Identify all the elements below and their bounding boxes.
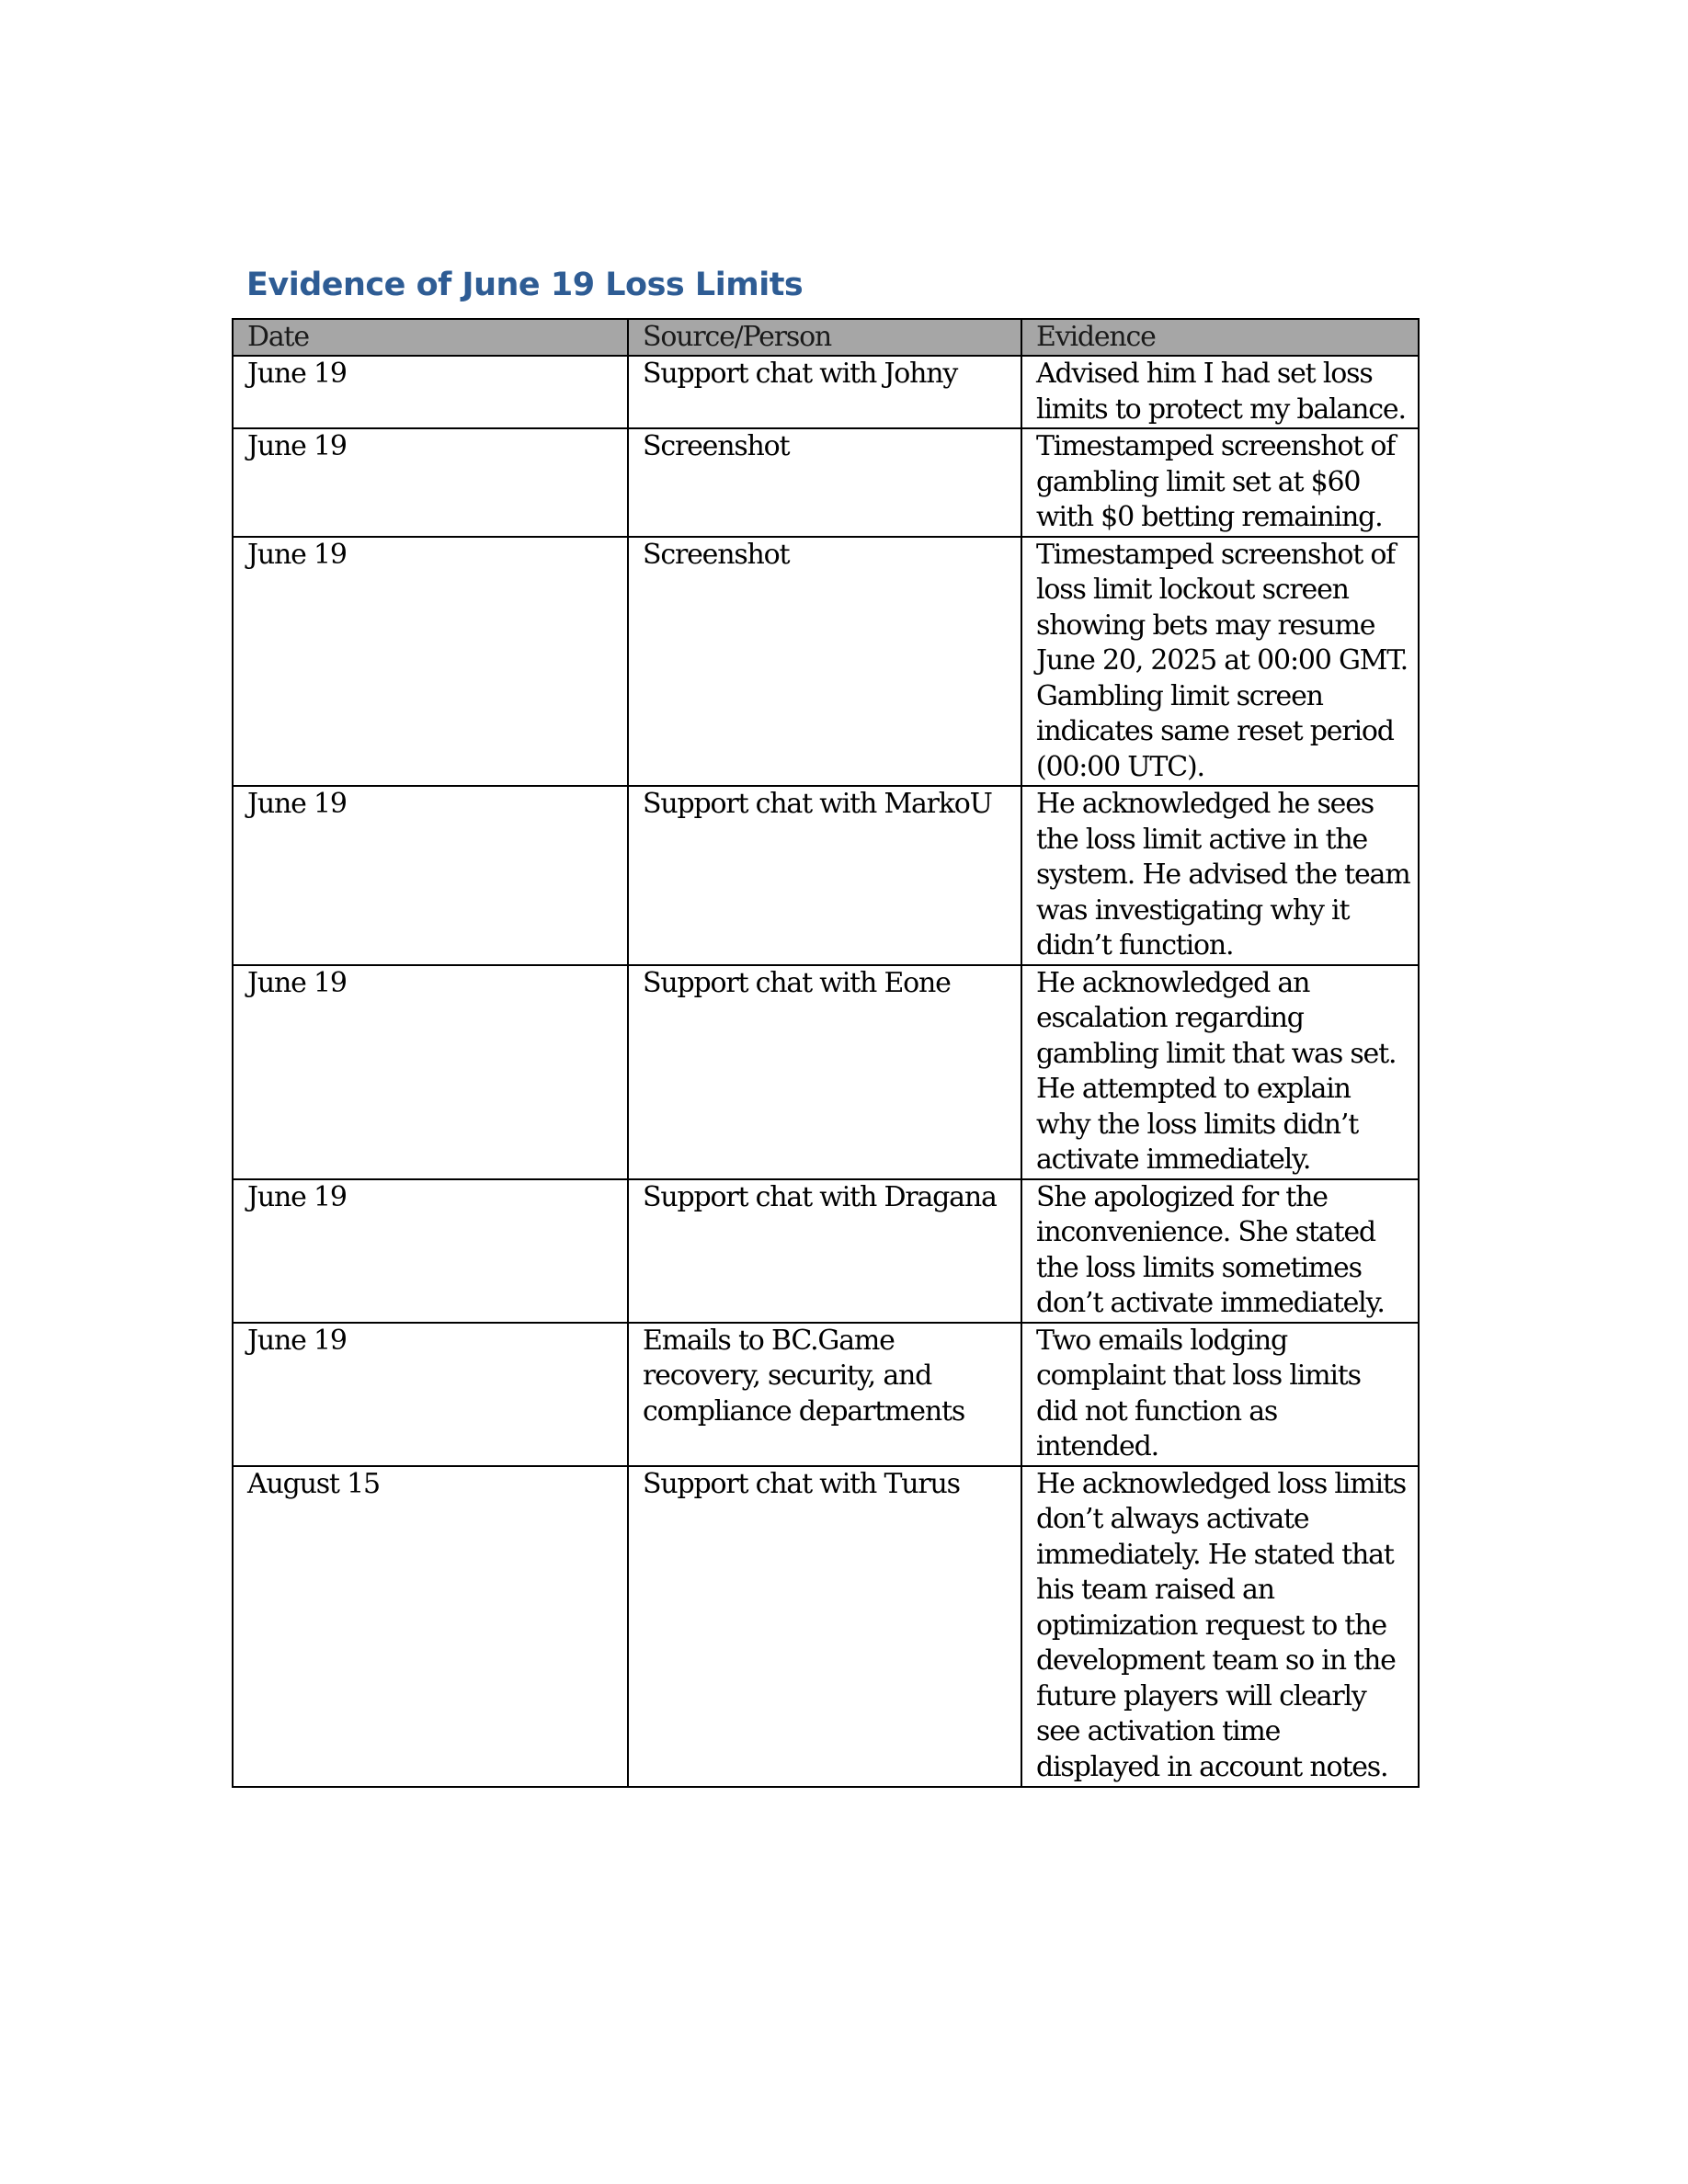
cell-date [233,1179,628,1323]
cell-line: He acknowledged he sees [1036,788,1374,820]
cell-line: immediately. He stated that [1036,1538,1394,1571]
cell-date [233,428,628,537]
table-header-row [233,319,1419,356]
cell-line: future players will clearly [1036,1679,1366,1712]
cell-evidence [1021,1466,1419,1787]
cell-line: gambling limit set at $60 [1036,465,1361,498]
cell-source-person [628,356,1021,428]
document-title: Evidence of June 19 Loss Limits [246,267,804,303]
cell-line: displayed in account notes. [1036,1750,1388,1783]
cell-date [233,965,628,1179]
table-row [233,428,1419,537]
cell-evidence [1021,965,1419,1179]
cell-evidence [1021,356,1419,428]
cell-line: activate immediately. [1036,1143,1311,1176]
cell-line: (00:00 UTC). [1036,750,1204,783]
cell-line: the loss limit active in the [1036,823,1368,856]
cell-line: optimization request to the [1036,1609,1386,1642]
cell-date [233,356,628,428]
header-evidence: Evidence [1021,319,1419,356]
cell-line: He acknowledged an [1036,966,1310,999]
cell-source-person [628,965,1021,1179]
cell-line: Gambling limit screen [1036,679,1323,712]
table-row [233,537,1419,787]
cell-line: Support chat with Eone [643,966,951,999]
cell-line: gambling limit that was set. [1036,1037,1397,1070]
cell-line: June 19 [247,1180,347,1213]
cell-line: didn’t function. [1036,929,1234,961]
cell-line: complaint that loss limits [1036,1359,1361,1392]
cell-line: showing bets may resume [1036,609,1375,642]
table-row [233,786,1419,965]
cell-line: don’t always activate [1036,1503,1309,1535]
cell-line: Timestamped screenshot of [1036,430,1396,462]
header-source-person: Source/Person [628,319,1021,356]
cell-line: Support chat with Turus [643,1467,960,1500]
cell-line: Support chat with Johny [643,358,958,390]
cell-line: She apologized for the [1036,1180,1328,1213]
cell-line: with $0 betting remaining. [1036,501,1383,533]
cell-line: don’t activate immediately. [1036,1287,1385,1319]
cell-line: limits to protect my balance. [1036,392,1406,426]
cell-line: why the loss limits didn’t [1036,1108,1359,1141]
cell-line: Screenshot [643,430,790,462]
cell-date [233,1466,628,1787]
cell-line: June 19 [247,1324,347,1357]
evidence-table [232,318,1420,1788]
table-body [233,356,1419,1787]
cell-line: June 19 [247,966,347,999]
cell-line: loss limit lockout screen [1036,574,1349,606]
table-row [233,965,1419,1179]
cell-line: system. He advised the team [1036,859,1410,891]
cell-evidence [1021,537,1419,787]
table-row [233,356,1419,428]
cell-line: June 19 [247,358,347,390]
cell-line: development team so in the [1036,1644,1396,1677]
cell-line: the loss limits sometimes [1036,1251,1362,1284]
cell-date [233,786,628,965]
cell-line: his team raised an [1036,1574,1274,1606]
cell-source-person [628,1323,1021,1466]
cell-line: Emails to BC.Game [643,1324,895,1357]
cell-source-person [628,537,1021,787]
cell-line: Timestamped screenshot of [1036,538,1396,571]
cell-line: Support chat with Dragana [643,1180,997,1213]
cell-date [233,537,628,787]
cell-line: June 19 [247,538,347,571]
cell-line: was investigating why it [1036,893,1350,927]
cell-evidence [1021,786,1419,965]
cell-evidence [1021,1179,1419,1323]
cell-line: June 19 [247,430,347,462]
cell-line: indicates same reset period [1036,715,1394,747]
cell-source-person [628,786,1021,965]
cell-source-person [628,428,1021,537]
cell-line: June 19 [247,788,347,820]
cell-line: recovery, security, and [643,1359,932,1392]
cell-line: He acknowledged loss limits [1036,1467,1406,1500]
cell-line: Screenshot [643,538,790,571]
cell-evidence [1021,428,1419,537]
cell-line: compliance departments [643,1394,965,1428]
cell-line: Advised him I had set loss [1036,358,1373,390]
table-row [233,1466,1419,1787]
table-row [233,1179,1419,1323]
cell-line: Two emails lodging [1036,1324,1288,1357]
cell-line: inconvenience. She stated [1036,1216,1375,1248]
cell-line: intended. [1036,1430,1158,1462]
header-date: Date [233,319,628,356]
cell-source-person [628,1179,1021,1323]
cell-source-person [628,1466,1021,1787]
cell-date [233,1323,628,1466]
cell-line: August 15 [247,1467,380,1500]
cell-line: June 20, 2025 at 00:00 GMT. [1036,644,1408,677]
cell-evidence [1021,1323,1419,1466]
cell-line: escalation regarding [1036,1002,1304,1034]
cell-line: see activation time [1036,1715,1281,1747]
cell-line: did not function as [1036,1394,1278,1428]
table-row [233,1323,1419,1466]
cell-line: Support chat with MarkoU [643,788,992,820]
cell-line: He attempted to explain [1036,1073,1351,1105]
